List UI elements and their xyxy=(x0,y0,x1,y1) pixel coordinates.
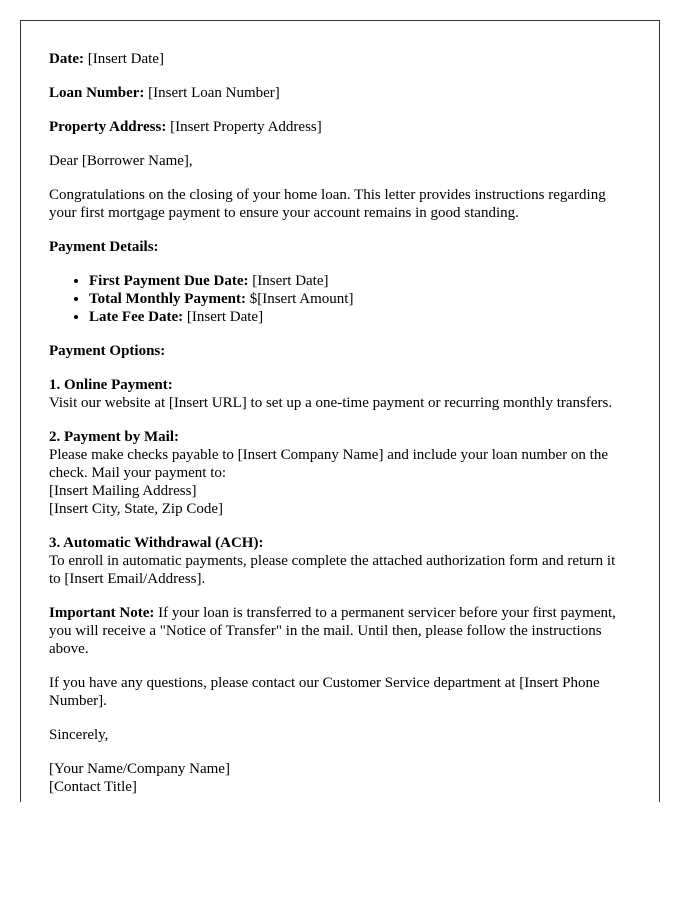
closing: Sincerely, xyxy=(49,727,109,743)
list-item: • First Payment Due Date: [Insert Date] xyxy=(89,272,623,290)
letter-page xyxy=(20,20,660,802)
salutation: Dear [Borrower Name], xyxy=(49,153,193,169)
signature-block: [Your Name/Company Name] [Contact Title] xyxy=(49,761,230,795)
payment-details-list xyxy=(49,272,623,326)
property-address-line: Property Address: [Insert Property Address] xyxy=(49,119,322,135)
ach-section: 3. Automatic Withdrawal (ACH): To enroll in automatic payments, please complete the attached authorization form and return it to [Insert Email/Address]. xyxy=(49,535,616,587)
list-item: • Total Monthly Payment: $[Insert Amount] xyxy=(89,290,623,308)
mail-payment-section: 2. Payment by Mail: Please make checks payable to [Insert Company Name] and include your loan number on the check. Mail your payment to: [Insert Mailing Address] [Insert City, State, Zip Code] xyxy=(49,429,608,517)
online-payment-section: 1. Online Payment: Visit our website at [Insert URL] to set up a one-time payment or recurring monthly transfers. xyxy=(49,377,613,411)
contact-paragraph: If you have any questions, please contact our Customer Service department at [Insert Phone Number]. xyxy=(49,675,600,709)
important-note: Important Note: If your loan is transferred to a permanent servicer before your first payment, you will receive a "Notice of Transfer" in the mail. Until then, please follow the instructions above. xyxy=(49,605,616,657)
date-line: Date: [Insert Date] xyxy=(49,51,164,67)
intro-paragraph: Congratulations on the closing of your home loan. This letter provides instructions regarding your first mortgage payment to ensure your account remains in good standing. xyxy=(49,187,606,221)
list-item: • Late Fee Date: [Insert Date] xyxy=(89,308,623,326)
loan-number-line: Loan Number: [Insert Loan Number] xyxy=(49,85,280,101)
payment-options-heading: Payment Options: xyxy=(49,343,166,359)
payment-details-heading: Payment Details: xyxy=(49,239,159,255)
